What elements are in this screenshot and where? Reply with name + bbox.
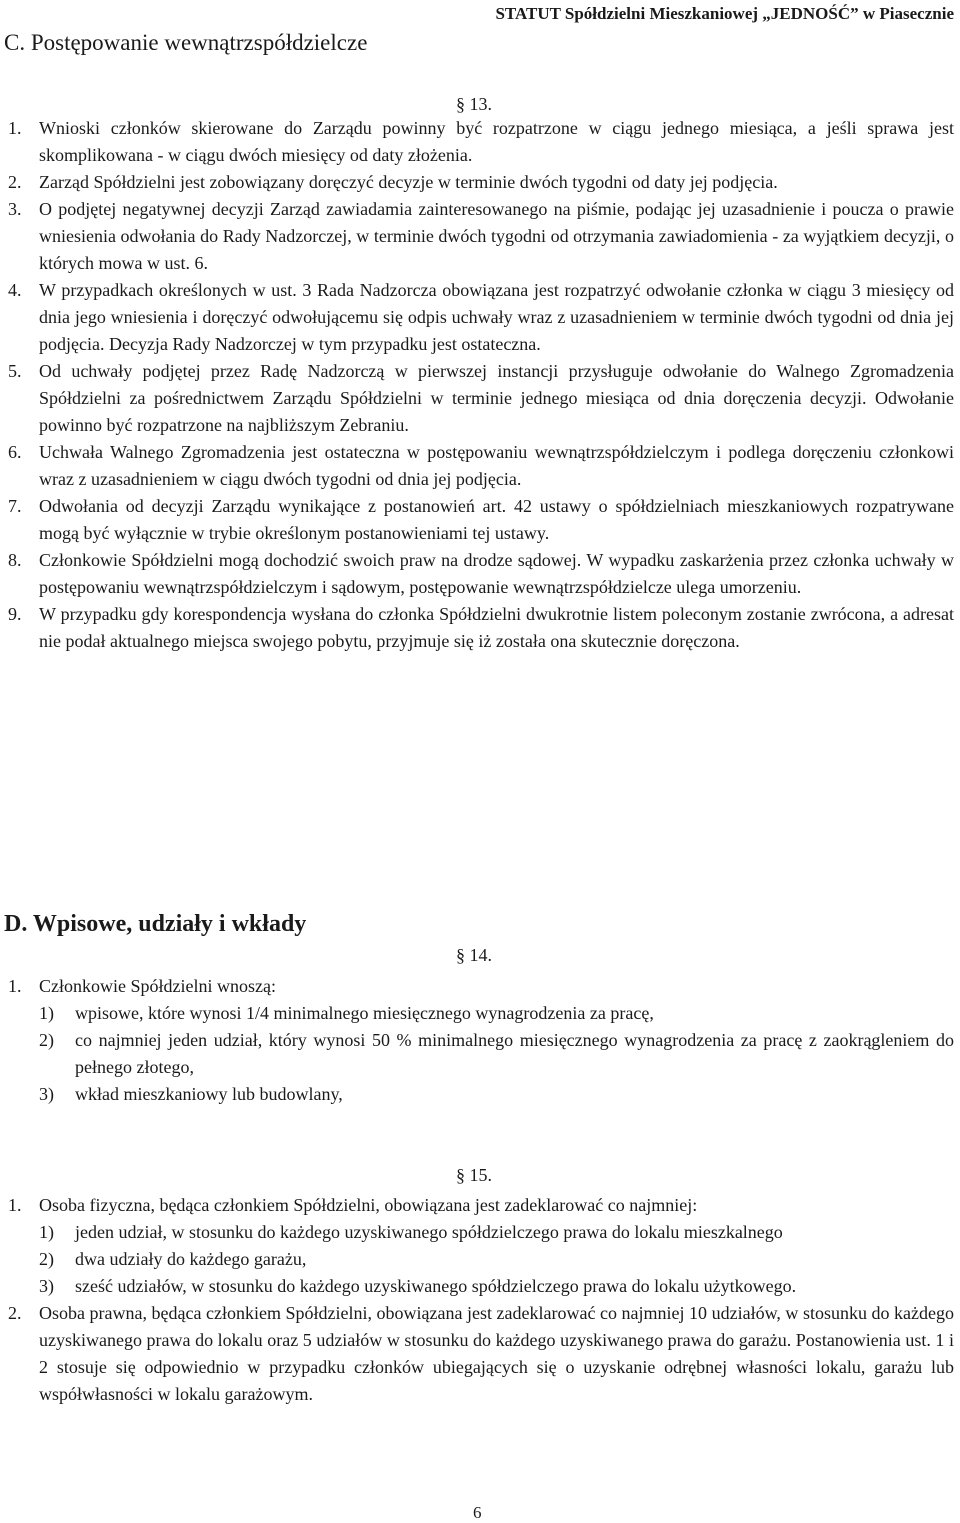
paragraph-14-list <box>8 973 954 1108</box>
item-number: 7. <box>8 496 22 516</box>
sub-item-text: dwa udziały do każdego garażu, <box>75 1249 307 1269</box>
sub-item <box>39 1000 954 1027</box>
item-number: 2. <box>8 172 22 192</box>
item-number: 1. <box>8 118 22 138</box>
list-item <box>8 1192 954 1219</box>
list-item <box>8 169 954 196</box>
item-number: 3. <box>8 199 22 219</box>
item-number: 2. <box>8 1303 22 1323</box>
item-text: Od uchwały podjętej przez Radę Nadzorczą w pierwszej instancji przysługuje odwołanie do Walnego Zgromadzenia Spółdzielni za pośrednictwem Zarządu Spółdzielni w terminie jednego miesiąca od dnia doręczenia decyzji. Odwołanie powinno być rozpatrzone na najbliższym Zebraniu. <box>39 361 954 435</box>
list-item <box>8 115 954 169</box>
sub-item <box>39 1027 954 1081</box>
list-item <box>8 973 954 1000</box>
list-item <box>8 493 954 547</box>
document-header: STATUT Spółdzielni Mieszkaniowej „JEDNOŚĆ” w Piasecznie <box>495 4 954 23</box>
item-number: 4. <box>8 280 22 300</box>
paragraph-15-list <box>8 1192 954 1408</box>
sub-item-text: sześć udziałów, w stosunku do każdego uzyskiwanego spółdzielczego prawa do lokalu użytkowego. <box>75 1276 797 1296</box>
list-item <box>8 439 954 493</box>
sub-item <box>39 1081 954 1108</box>
sub-item <box>39 1246 954 1273</box>
item-text: Członkowie Spółdzielni wnoszą: <box>39 976 276 996</box>
item-text: Członkowie Spółdzielni mogą dochodzić swoich praw na drodze sądowej. W wypadku zaskarżenia przez członka uchwały w postępowaniu wewnątrzspółdzielczym i sądowym, postępowanie wewnątrzspółdzielcze ulega umorzeniu. <box>39 550 954 597</box>
sub-item-text: wkład mieszkaniowy lub budowlany, <box>75 1084 343 1104</box>
item-number: 5. <box>8 361 22 381</box>
sub-item <box>39 1273 954 1300</box>
section-d-title: D. Wpisowe, udziały i wkłady <box>4 911 307 937</box>
paragraph-13-number: § 13. <box>456 94 492 114</box>
sub-item-number: 3) <box>39 1276 54 1296</box>
sub-item-number: 1) <box>39 1003 54 1023</box>
item-number: 8. <box>8 550 22 570</box>
list-item <box>8 1300 954 1408</box>
item-text: Osoba fizyczna, będąca członkiem Spółdzielni, obowiązana jest zadeklarować co najmniej: <box>39 1195 698 1215</box>
item-text: W przypadku gdy korespondencja wysłana do członka Spółdzielni dwukrotnie listem poleconym zostanie zwrócona, a adresat nie podał aktualnego miejsca swojego pobytu, przyjmuje się iż została ona skutecznie doręczona. <box>39 604 954 651</box>
item-number: 9. <box>8 604 22 624</box>
sub-item-number: 1) <box>39 1222 54 1242</box>
sub-item-number: 3) <box>39 1084 54 1104</box>
item-number: 1. <box>8 976 22 996</box>
paragraph-13-list <box>8 115 954 655</box>
item-text: O podjętej negatywnej decyzji Zarząd zawiadamia zainteresowanego na piśmie, podając jej uzasadnienie i poucza o prawie wniesienia odwołania do Rady Nadzorczej, w terminie dwóch tygodni od otrzymania zawiadomienia - za wyjątkiem decyzji, o których mowa w ust. 6. <box>39 199 954 273</box>
item-text: Odwołania od decyzji Zarządu wynikające z postanowień art. 42 ustawy o spółdzielniach mieszkaniowych rozpatrywane mogą być wyłącznie w trybie określonym postanowieniami tej ustawy. <box>39 496 954 543</box>
sub-item-text: jeden udział, w stosunku do każdego uzyskiwanego spółdzielczego prawa do lokalu mieszkalnego <box>75 1222 783 1242</box>
sub-item-text: wpisowe, które wynosi 1/4 minimalnego miesięcznego wynagrodzenia za pracę, <box>75 1003 654 1023</box>
list-item <box>8 547 954 601</box>
list-item <box>8 601 954 655</box>
paragraph-15-number: § 15. <box>456 1165 492 1185</box>
page-number: 6 <box>473 1503 482 1522</box>
item-text: Osoba prawna, będąca członkiem Spółdzielni, obowiązana jest zadeklarować co najmniej 10 udziałów, w stosunku do każdego uzyskiwanego prawa do lokalu oraz 5 udziałów w stosunku do każdego uzyskiwanego prawa do garażu. Postanowienia ust. 1 i 2 stosuje się odpowiednio w przypadku członków ubiegających się o uzyskanie odrębnej własności lokalu, garażu lub współwłasności w lokalu garażowym. <box>39 1303 954 1404</box>
item-number: 1. <box>8 1195 22 1215</box>
list-item <box>8 196 954 277</box>
list-item <box>8 358 954 439</box>
chapter-title: C. Postępowanie wewnątrzspółdzielcze <box>4 30 368 55</box>
item-number: 6. <box>8 442 22 462</box>
item-text: Wnioski członków skierowane do Zarządu powinny być rozpatrzone w ciągu jednego miesiąca, a jeśli sprawa jest skomplikowana - w ciągu dwóch miesięcy od daty złożenia. <box>39 118 954 165</box>
list-item <box>8 277 954 358</box>
sub-item-number: 2) <box>39 1030 54 1050</box>
sub-item <box>39 1219 954 1246</box>
item-text: Zarząd Spółdzielni jest zobowiązany doręczyć decyzje w terminie dwóch tygodni od daty jej podjęcia. <box>39 172 778 192</box>
item-text: W przypadkach określonych w ust. 3 Rada Nadzorcza obowiązana jest rozpatrzyć odwołanie członka w ciągu 3 miesięcy od dnia jego wniesienia i doręczyć odwołującemu się odpis uchwały wraz z uzasadnieniem w terminie dwóch tygodni od dnia jej podjęcia. Decyzja Rady Nadzorczej w tym przypadku jest ostateczna. <box>39 280 954 354</box>
sub-item-text: co najmniej jeden udział, który wynosi 50 % minimalnego miesięcznego wynagrodzenia za pracę z zaokrągleniem do pełnego złotego, <box>75 1030 954 1077</box>
paragraph-14-number: § 14. <box>456 945 492 965</box>
sub-item-number: 2) <box>39 1249 54 1269</box>
item-text: Uchwała Walnego Zgromadzenia jest ostateczna w postępowaniu wewnątrzspółdzielczym i podlega doręczeniu członkowi wraz z uzasadnieniem w ciągu dwóch tygodni od dnia jej podjęcia. <box>39 442 954 489</box>
